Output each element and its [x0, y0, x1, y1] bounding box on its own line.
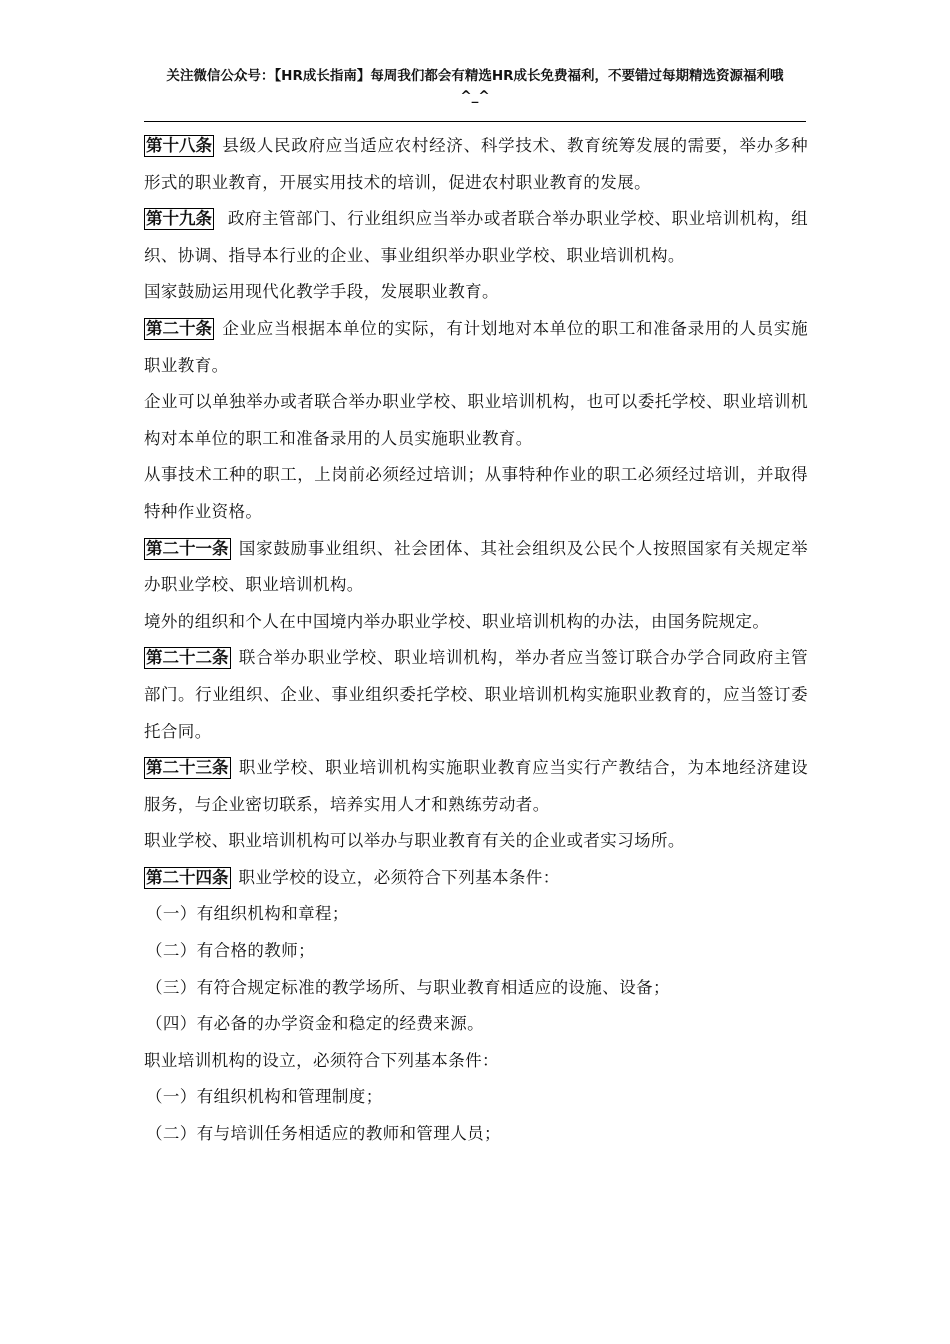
list-item — [144, 896, 808, 933]
list-item-text: （四）有必备的办学资金和稳定的经费来源。 — [146, 1014, 484, 1034]
article-label: 第十九条 — [146, 209, 212, 229]
article-label: 第二十条 — [146, 318, 212, 338]
paragraph-article-24 — [144, 860, 808, 897]
header-divider — [144, 121, 806, 122]
paragraph — [144, 274, 808, 311]
list-item — [144, 1079, 808, 1116]
list-item-text: （三）有符合规定标准的教学场所、与职业教育相适应的设施、设备； — [146, 977, 670, 997]
list-item-text: （二）有合格的教师； — [146, 941, 315, 961]
article-label: 第十八条 — [146, 136, 212, 155]
paragraph-article-22 — [144, 640, 808, 750]
article-label: 第二十三条 — [146, 758, 229, 778]
paragraph-text: 职业学校、职业培训机构可以举办与职业教育有关的企业或者实习场所。 — [144, 831, 685, 851]
paragraph-article-19 — [144, 201, 808, 274]
paragraph — [144, 823, 808, 860]
paragraph — [144, 384, 808, 457]
article-label: 第二十一条 — [146, 538, 229, 558]
article-label: 第二十二条 — [146, 648, 229, 668]
list-item — [144, 933, 808, 970]
paragraph-text: 企业应当根据本单位的实际，有计划地对本单位的职工和准备录用的人员实施职业教育。 — [144, 318, 808, 375]
paragraph-article-20 — [144, 311, 808, 384]
paragraph — [144, 1043, 808, 1080]
list-item — [144, 970, 808, 1007]
paragraph — [144, 604, 808, 641]
paragraph-text: 境外的组织和个人在中国境内举办职业学校、职业培训机构的办法，由国务院规定。 — [144, 611, 770, 631]
header-line-2: ^_^ — [460, 88, 490, 104]
paragraph-text: 职业学校的设立，必须符合下列基本条件： — [238, 867, 560, 887]
list-item — [144, 1116, 808, 1153]
paragraph-text: 政府主管部门、行业组织应当举办或者联合举办职业学校、职业培训机构，组织、协调、指导本行业的企业、事业组织举办职业学校、职业培训机构。 — [144, 209, 808, 265]
list-item-text: （一）有组织机构和管理制度； — [146, 1087, 383, 1107]
paragraph-text: 联合举办职业学校、职业培训机构，举办者应当签订联合办学合同政府主管部门。行业组织、企业、事业组织委托学校、职业培训机构实施职业教育的，应当签订委托合同。 — [144, 648, 808, 741]
paragraph-text: 职业学校、职业培训机构实施职业教育应当实行产教结合，为本地经济建设服务，与企业密切联系，培养实用人才和熟练劳动者。 — [144, 758, 808, 814]
document-body — [144, 128, 808, 1153]
paragraph-article-23 — [144, 750, 808, 823]
paragraph-article-21 — [144, 531, 808, 604]
header-line-1: 关注微信公众号：【HR成长指南】每周我们都会有精选HR成长免费福利，不要错过每期精选资源福利哦 — [166, 68, 784, 84]
article-label: 第二十四条 — [146, 867, 229, 887]
paragraph — [144, 457, 808, 530]
paragraph-text: 从事技术工种的职工，上岗前必须经过培训；从事特种作业的职工必须经过培训，并取得特种作业资格。 — [144, 465, 808, 521]
paragraph-text: 县级人民政府应当适应农村经济、科学技术、教育统筹发展的需要，举办多种形式的职业教育，开展实用技术的培训，促进农村职业教育的发展。 — [144, 136, 808, 192]
paragraph-text: 国家鼓励运用现代化教学手段，发展职业教育。 — [144, 282, 499, 302]
paragraph-text: 企业可以单独举办或者联合举办职业学校、职业培训机构，也可以委托学校、职业培训机构对本单位的职工和准备录用的人员实施职业教育。 — [144, 392, 808, 448]
paragraph-text: 国家鼓励事业组织、社会团体、其社会组织及公民个人按照国家有关规定举办职业学校、职业培训机构。 — [144, 538, 808, 595]
list-item-text: （一）有组织机构和章程； — [146, 904, 349, 924]
paragraph-article-18 — [144, 128, 808, 201]
list-item-text: （二）有与培训任务相适应的教师和管理人员； — [146, 1124, 501, 1144]
paragraph-text: 职业培训机构的设立，必须符合下列基本条件： — [144, 1050, 499, 1070]
list-item — [144, 1006, 808, 1043]
header-notice — [144, 66, 806, 106]
